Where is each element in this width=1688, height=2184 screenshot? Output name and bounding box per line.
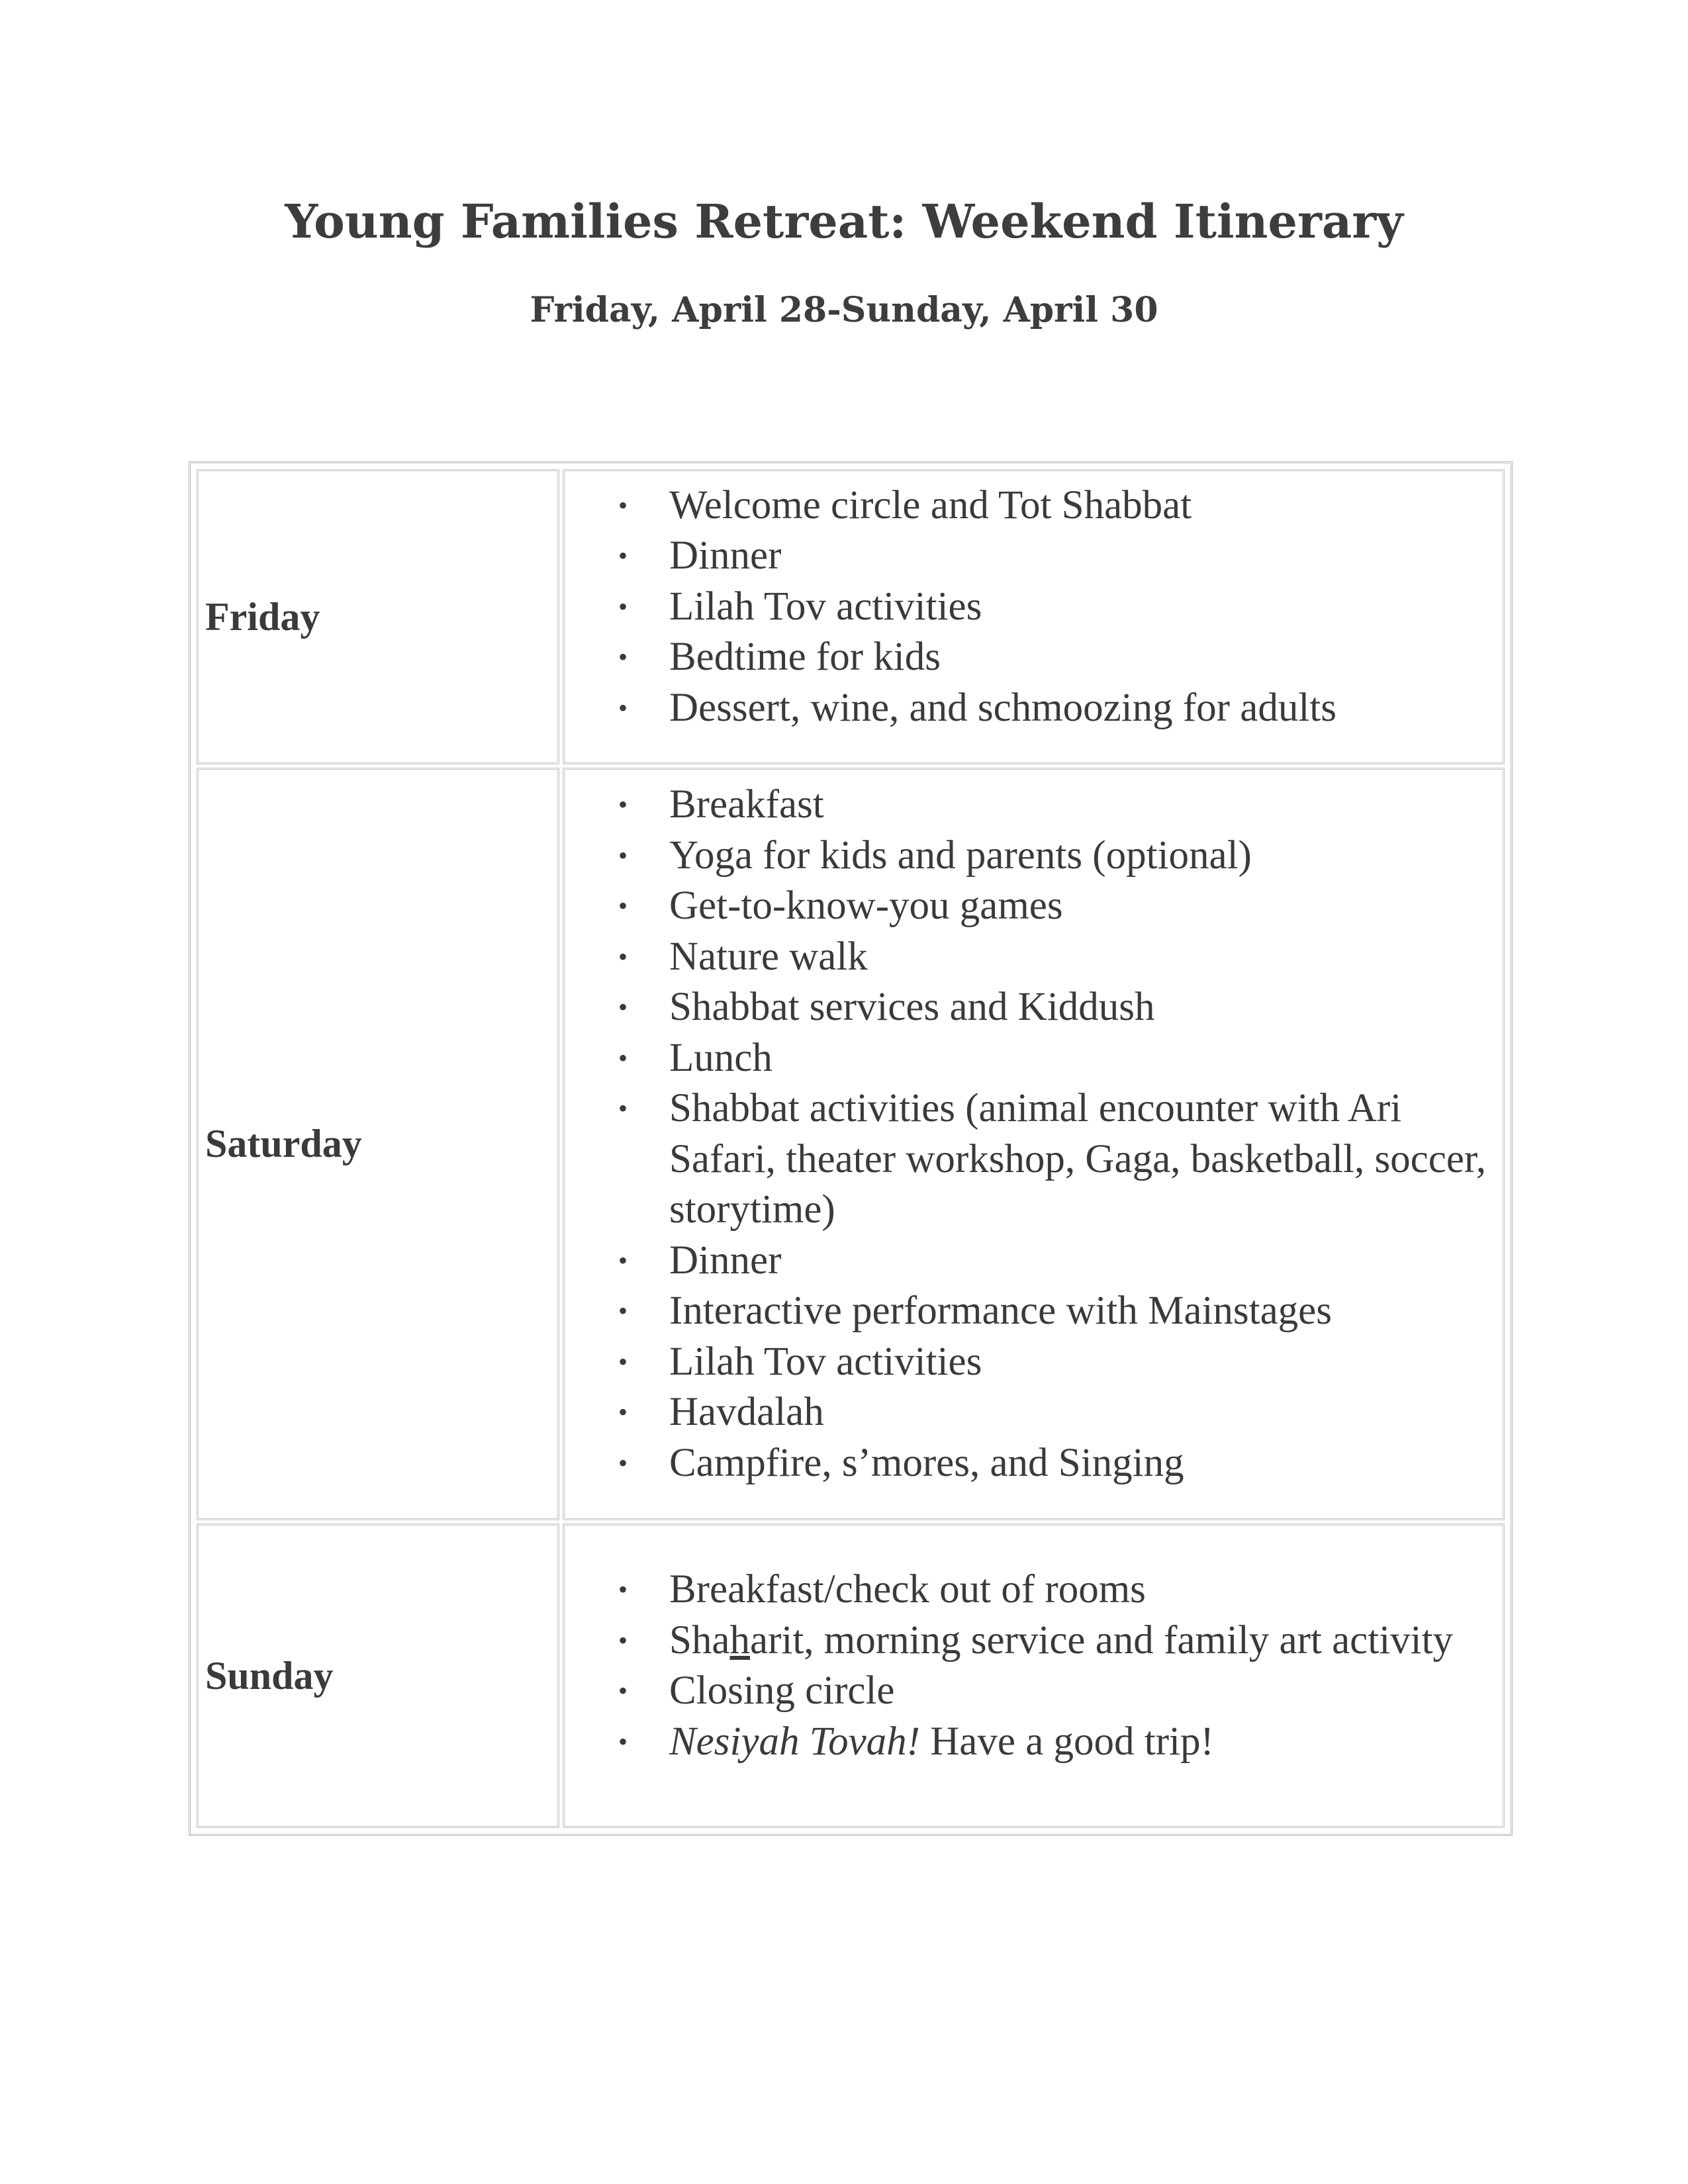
list-item bbox=[565, 1286, 1489, 1337]
list-item bbox=[565, 1033, 1489, 1084]
day-label-saturday: Saturday bbox=[197, 768, 559, 1520]
activity-text: Breakfast bbox=[669, 782, 824, 827]
list-item bbox=[565, 1615, 1489, 1666]
bullet-icon: • bbox=[618, 1346, 628, 1377]
activity-text: Dinner bbox=[669, 533, 782, 578]
list-item bbox=[565, 1565, 1489, 1615]
list-item bbox=[565, 1717, 1489, 1768]
activity-text: Sha bbox=[669, 1617, 730, 1662]
activity-text: Closing circle bbox=[669, 1668, 895, 1713]
activity-cell-saturday bbox=[563, 768, 1505, 1520]
page-subtitle: Friday, April 28-Sunday, April 30 bbox=[530, 290, 1158, 330]
list-item bbox=[565, 932, 1489, 983]
bullet-icon: • bbox=[618, 840, 628, 870]
bullet-icon: • bbox=[618, 790, 628, 819]
activity-text: Lilah Tov activities bbox=[669, 1339, 982, 1384]
activity-text: Breakfast/check out of rooms bbox=[669, 1567, 1146, 1612]
bullet-icon: • bbox=[618, 992, 628, 1022]
bullet-icon: • bbox=[618, 1245, 628, 1275]
activity-list-saturday bbox=[565, 780, 1489, 1488]
activity-text: Interactive performance with Mainstages bbox=[669, 1289, 1332, 1333]
list-item bbox=[565, 982, 1489, 1033]
bullet-icon: • bbox=[618, 941, 628, 972]
list-item bbox=[565, 1666, 1489, 1717]
itinerary-table bbox=[189, 461, 1513, 1836]
bullet-icon: • bbox=[618, 1726, 628, 1756]
bullet-icon: • bbox=[618, 1296, 628, 1326]
bullet-icon: • bbox=[618, 1042, 628, 1073]
page-title: Young Families Retreat: Weekend Itinerary bbox=[285, 194, 1403, 249]
list-item bbox=[565, 1236, 1489, 1287]
activity-text: Have a good trip! bbox=[920, 1719, 1214, 1764]
list-item bbox=[565, 1387, 1489, 1438]
activity-list-sunday bbox=[565, 1565, 1489, 1767]
list-item bbox=[565, 480, 1489, 531]
list-item bbox=[565, 582, 1489, 633]
activity-text: Shabbat activities (animal encounter with Ari Safari, theater workshop, Gaga, basketball, soccer, storytime) bbox=[669, 1086, 1487, 1232]
bullet-icon: • bbox=[618, 692, 628, 723]
list-item bbox=[565, 1083, 1489, 1236]
activity-text: Shabbat services and Kiddush bbox=[669, 985, 1155, 1029]
bullet-icon: • bbox=[618, 642, 628, 672]
activity-text: arit, morning service and family art activity bbox=[750, 1617, 1454, 1662]
activity-text: Nature walk bbox=[669, 934, 868, 979]
bullet-icon: • bbox=[618, 1574, 628, 1604]
activity-text: Dinner bbox=[669, 1238, 782, 1283]
activity-text: Yoga for kids and parents (optional) bbox=[669, 833, 1252, 878]
list-item bbox=[565, 683, 1489, 734]
list-item bbox=[565, 831, 1489, 882]
table-row bbox=[197, 1524, 1505, 1828]
table-row bbox=[197, 469, 1505, 764]
activity-cell-friday bbox=[563, 469, 1505, 764]
bullet-icon: • bbox=[618, 1093, 628, 1123]
activity-text: Campfire, s’mores, and Singing bbox=[669, 1440, 1184, 1485]
activity-text: Lunch bbox=[669, 1035, 773, 1080]
activity-list-friday bbox=[565, 480, 1489, 734]
list-item bbox=[565, 1438, 1489, 1489]
activity-text: Bedtime for kids bbox=[669, 635, 941, 680]
bullet-icon: • bbox=[618, 490, 628, 520]
list-item bbox=[565, 531, 1489, 582]
activity-cell-sunday bbox=[563, 1524, 1505, 1828]
day-label-friday: Friday bbox=[197, 469, 559, 764]
bullet-icon: • bbox=[618, 891, 628, 921]
list-item bbox=[565, 881, 1489, 932]
list-item bbox=[565, 632, 1489, 683]
bullet-icon: • bbox=[618, 591, 628, 621]
activity-text-underlined: h bbox=[729, 1617, 750, 1662]
bullet-icon: • bbox=[618, 1397, 628, 1427]
activity-text-italic: Nesiyah Tovah! bbox=[669, 1719, 920, 1764]
bullet-icon: • bbox=[618, 1676, 628, 1706]
day-label-sunday: Sunday bbox=[197, 1524, 559, 1828]
activity-text: Welcome circle and Tot Shabbat bbox=[669, 482, 1192, 527]
activity-text: Lilah Tov activities bbox=[669, 584, 982, 629]
list-item bbox=[565, 1337, 1489, 1388]
bullet-icon: • bbox=[618, 1447, 628, 1478]
bullet-icon: • bbox=[618, 1625, 628, 1655]
bullet-icon: • bbox=[618, 541, 628, 571]
table-row bbox=[197, 768, 1505, 1520]
list-item bbox=[565, 780, 1489, 831]
activity-text: Dessert, wine, and schmoozing for adults bbox=[669, 685, 1336, 730]
activity-text: Havdalah bbox=[669, 1390, 824, 1434]
activity-text: Get-to-know-you games bbox=[669, 884, 1063, 928]
